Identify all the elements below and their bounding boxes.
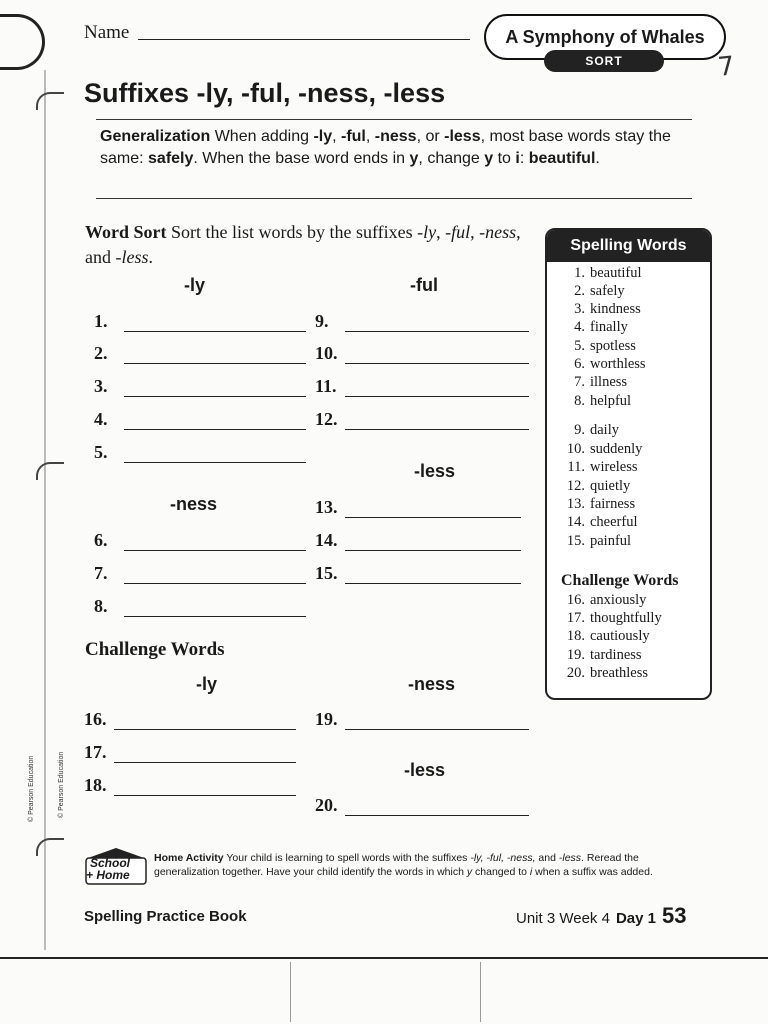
binder-hole-mark: [36, 462, 64, 480]
answer-row: [94, 373, 306, 397]
row-number: 4.: [94, 409, 108, 429]
list-item: 3. kindness: [574, 301, 641, 317]
list-item: 19. tardiness: [566, 647, 642, 663]
list-item: 4. finally: [574, 319, 628, 335]
day-label: Day 1: [615, 910, 656, 927]
list-item: 17. thoughtfully: [566, 610, 662, 626]
answer-row: [94, 527, 306, 551]
list-item: 2. safely: [574, 283, 625, 299]
logo-text: + Home: [86, 868, 130, 882]
answer-row: [94, 340, 306, 364]
answer-row: [315, 706, 529, 730]
answer-blank[interactable]: [345, 567, 521, 584]
row-number: 17.: [84, 742, 107, 762]
binder-hole-mark: [36, 92, 64, 110]
margin-line: [44, 70, 46, 950]
sort-badge: SORT: [544, 50, 664, 72]
answer-row: [315, 406, 529, 430]
challenge-heading: Challenge Words: [85, 639, 225, 660]
home-activity-text: Home Activity Your child is learning to spell words with the suffixes -ly, -ful, -ness, and -less. Reread the generalization together. Have your child identify the words in which y changed to i when a suffix was added.: [154, 852, 653, 878]
answer-row: [315, 560, 521, 584]
row-number: 11.: [315, 376, 337, 396]
row-number: 13.: [315, 497, 338, 517]
answer-row: [315, 792, 529, 816]
row-number: 1.: [94, 311, 108, 331]
handwritten-mark: 7: [716, 51, 737, 83]
row-number: 3.: [94, 376, 108, 396]
page-info: [516, 903, 686, 929]
answer-row: [94, 308, 306, 332]
list-item: 1. beautiful: [574, 265, 642, 281]
list-item: 18. cautiously: [566, 628, 650, 644]
answer-row: [84, 772, 296, 796]
answer-blank[interactable]: [124, 380, 306, 397]
answer-row: [315, 494, 521, 518]
challenge-heading-less: -less: [404, 760, 446, 780]
spelling-words-heading: Spelling Words: [547, 230, 710, 262]
spelling-words-box: [545, 228, 712, 700]
list-item: 5. spotless: [574, 338, 636, 354]
answer-blank[interactable]: [345, 713, 529, 730]
word-sort-instruction: Word Sort Sort the list words by the suffixes -ly, -ful, -ness, and -less.: [85, 222, 521, 267]
answer-blank[interactable]: [124, 315, 306, 332]
answer-blank[interactable]: [124, 413, 306, 430]
page-number: 53: [661, 903, 687, 928]
heading-ly: -ly: [184, 275, 206, 295]
list-item: 9. daily: [574, 422, 619, 438]
row-number: 10.: [315, 343, 338, 363]
answer-blank[interactable]: [124, 446, 306, 463]
row-number: 5.: [94, 442, 108, 462]
answer-row: [315, 340, 529, 364]
row-number: 16.: [84, 709, 107, 729]
school-home-logo: [84, 846, 148, 886]
answer-blank[interactable]: [124, 534, 306, 551]
row-number: 18.: [84, 775, 107, 795]
row-number: 2.: [94, 343, 108, 363]
row-number: 19.: [315, 709, 338, 729]
answer-blank[interactable]: [124, 347, 306, 364]
answer-blank[interactable]: [345, 380, 529, 397]
scan-divider: [290, 962, 291, 1022]
page-title: Suffixes -ly, -ful, -ness, -less: [84, 78, 446, 108]
answer-row: [315, 308, 529, 332]
answer-row: [315, 373, 529, 397]
answer-blank[interactable]: [124, 600, 306, 617]
row-number: 7.: [94, 563, 108, 583]
row-number: 12.: [315, 409, 338, 429]
answer-blank[interactable]: [114, 713, 296, 730]
list-item: 20. breathless: [566, 665, 648, 681]
list-item: 13. fairness: [566, 496, 636, 512]
list-item: 12. quietly: [566, 478, 631, 494]
divider: [96, 119, 692, 120]
name-label: Name: [84, 22, 130, 43]
row-number: 15.: [315, 563, 338, 583]
row-number: 14.: [315, 530, 338, 550]
heading-ful: -ful: [410, 275, 438, 295]
answer-blank[interactable]: [345, 315, 529, 332]
list-item: 6. worthless: [574, 356, 646, 372]
challenge-words-heading: Challenge Words: [561, 572, 679, 589]
list-item: 15. painful: [566, 533, 632, 549]
list-item: 8. helpful: [574, 393, 632, 409]
copyright-notice: © Pearson Education: [28, 755, 35, 822]
binder-ring-mark: [0, 14, 45, 70]
answer-blank[interactable]: [114, 779, 296, 796]
answer-row: [94, 593, 306, 617]
book-title: Spelling Practice Book: [84, 908, 247, 925]
answer-row: [94, 560, 306, 584]
story-title: A Symphony of Whales: [484, 14, 726, 60]
row-number: 6.: [94, 530, 108, 550]
answer-blank[interactable]: [345, 799, 529, 816]
row-number: 9.: [315, 311, 329, 331]
list-item: 14. cheerful: [566, 514, 638, 530]
answer-blank[interactable]: [345, 534, 521, 551]
answer-blank[interactable]: [345, 347, 529, 364]
answer-row: [84, 739, 296, 763]
list-item: 10. suddenly: [566, 441, 643, 457]
challenge-heading-ly: -ly: [196, 674, 218, 694]
answer-blank[interactable]: [345, 413, 529, 430]
answer-blank[interactable]: [114, 746, 296, 763]
list-item: 11. wireless: [567, 459, 638, 475]
logo-text: School: [90, 856, 131, 870]
challenge-heading-ness: -ness: [408, 674, 456, 694]
answer-blank[interactable]: [345, 501, 521, 518]
list-item: 16. anxiously: [566, 592, 647, 608]
heading-less: -less: [414, 461, 456, 481]
row-number: 8.: [94, 596, 108, 616]
answer-blank[interactable]: [124, 567, 306, 584]
answer-row: [94, 439, 306, 463]
answer-row: [94, 406, 306, 430]
row-number: 20.: [315, 795, 338, 815]
copyright-notice: © Pearson Education: [58, 751, 65, 818]
scan-divider: [480, 962, 481, 1022]
answer-row: [315, 527, 521, 551]
answer-row: [84, 706, 296, 730]
binder-hole-mark: [36, 838, 64, 856]
heading-ness: -ness: [170, 494, 218, 514]
page-edge-line: [0, 957, 768, 959]
generalization-text: Generalization When adding -ly, -ful, -ness, or -less, most base words stay the same: safely. When the base word ends in y, change y to i: beautiful.: [100, 128, 671, 167]
list-item: 7. illness: [574, 374, 628, 390]
unit-week: Unit 3 Week 4: [516, 910, 610, 927]
divider: [96, 198, 692, 199]
name-field[interactable]: [138, 39, 470, 40]
